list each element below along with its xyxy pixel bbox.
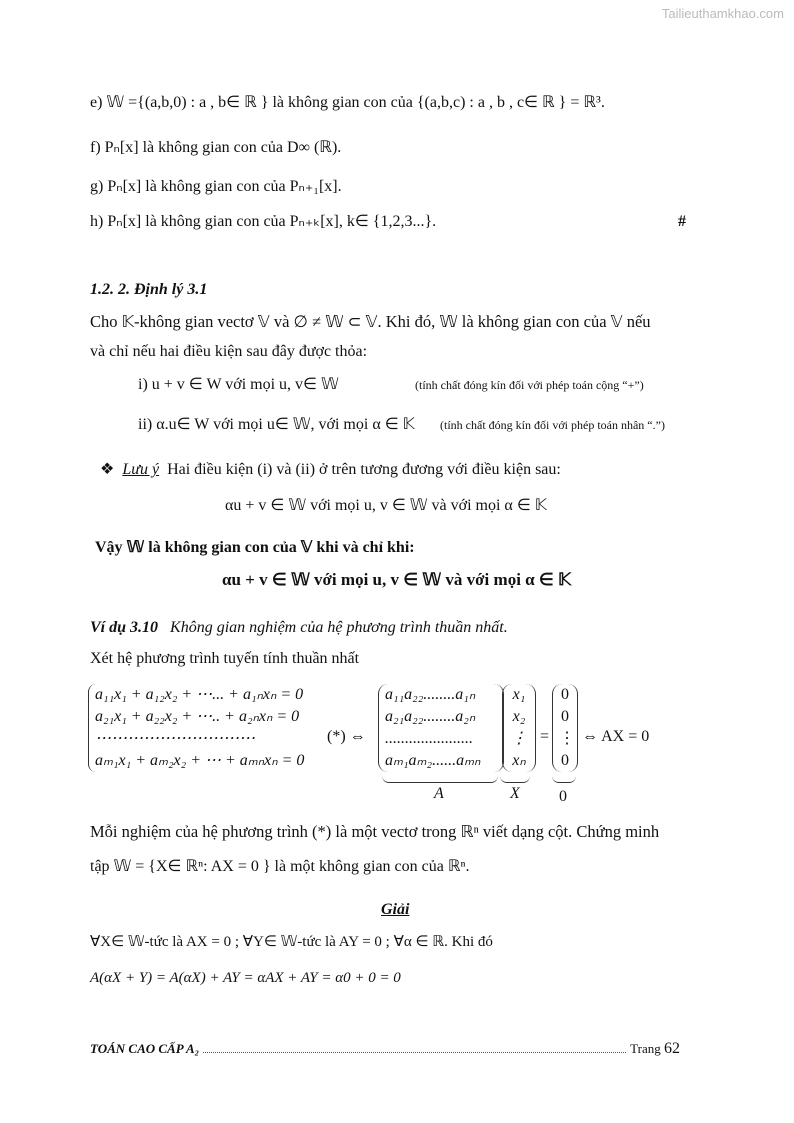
label-0: 0 <box>559 788 567 805</box>
matrix-row: ...................... <box>385 730 473 747</box>
item-g: g) Pₙ[x] là không gian con của Pₙ₊₁[x]. <box>90 178 342 195</box>
theorem-line1: Cho 𝕂-không gian vectơ 𝕍 và ∅ ≠ 𝕎 ⊂ 𝕍. Khi đó, 𝕎 là không gian con của 𝕍 nếu <box>90 312 651 331</box>
result-equation: ⇔ AX = 0 <box>582 728 650 745</box>
note-line <box>100 460 561 480</box>
vector-entry: 0 <box>561 708 569 725</box>
theorem-heading: 1.2. 2. Định lý 3.1 <box>90 281 208 298</box>
solution-line1: ∀X∈ 𝕎-tức là AX = 0 ; ∀Y∈ 𝕎-tức là AY = 0 ; ∀α ∈ ℝ. Khi đó <box>90 934 493 950</box>
item-h: h) Pₙ[x] là không gian con của Pₙ₊ₖ[x], k∈ {1,2,3...}. <box>90 213 437 230</box>
label-a: A <box>434 785 444 802</box>
condition-1-note: (tính chất đóng kín đối với phép toán cộng “+”) <box>415 378 644 392</box>
end-mark: # <box>678 213 686 230</box>
vector-entry: ⋮ <box>511 730 527 747</box>
vector-entry: xₙ <box>512 752 526 769</box>
condition-2: ii) α.u∈ W với mọi u∈ 𝕎, với mọi α ∈ 𝕂 <box>138 416 415 433</box>
condition-1: i) u + v ∈ W với mọi u, v∈ 𝕎 <box>138 376 339 393</box>
solution-line2: A(αX + Y) = A(αX) + AY = αAX + AY = α0 + 0 = 0 <box>90 970 401 986</box>
matrix-row: aₘ₁aₘ₂......aₘₙ <box>385 752 481 769</box>
example-label: Ví dụ 3.10 <box>90 619 159 636</box>
equals-sign: = <box>540 728 550 745</box>
underbrace-x <box>500 776 530 783</box>
condition-2-note: (tính chất đóng kín đối với phép toán nhân “.”) <box>440 418 665 432</box>
theorem-line2: và chỉ nếu hai điều kiện sau đây được thỏa: <box>90 343 368 360</box>
matrix-row: a₂₁a₂₂........a₂ₙ <box>385 708 476 725</box>
equation-row: ⋯⋯⋯⋯⋯⋯⋯⋯⋯⋯ <box>95 730 255 747</box>
star-equivalence: (*) ⇔ <box>327 728 366 745</box>
diamond-bullet-icon: ❖ <box>100 461 115 478</box>
vector-entry: x₁ <box>512 686 526 703</box>
matrix-a <box>378 684 504 772</box>
page-footer <box>90 1040 680 1058</box>
footer-title: TOÁN CAO CẤP A₂ <box>90 1041 200 1056</box>
underbrace-0 <box>552 776 576 783</box>
example-intro: Xét hệ phương trình tuyến tính thuần nhất <box>90 650 360 667</box>
footer-page-number: 62 <box>664 1040 680 1057</box>
watermark: Tailieuthamkhao.com <box>661 6 784 21</box>
summary-line: Vậy 𝕎 là không gian con của 𝕍 khi và chỉ khi: <box>95 539 415 556</box>
vector-zero <box>552 684 578 772</box>
solution-heading: Giải <box>381 901 410 918</box>
footer-page-label: Trang <box>630 1041 661 1056</box>
example-text1: Mỗi nghiệm của hệ phương trình (*) là một vectơ trong ℝⁿ viết dạng cột. Chứng minh <box>90 822 660 841</box>
note-text: Hai điều kiện (i) và (ii) ở trên tương đương với điều kiện sau: <box>167 461 561 478</box>
note-formula: αu + v ∈ 𝕎 với mọi u, v ∈ 𝕎 và với mọi α ∈ 𝕂 <box>225 497 547 514</box>
vector-entry: ⋮ <box>559 730 575 747</box>
underbrace-a <box>382 776 498 783</box>
item-e: e) 𝕎 ={(a,b,0) : a , b∈ ℝ } là không gian con của {(a,b,c) : a , b , c∈ ℝ } = ℝ³. <box>90 94 605 111</box>
footer-leader <box>203 1044 626 1053</box>
equation-system <box>88 684 304 772</box>
item-f: f) Pₙ[x] là không gian con của D∞ (ℝ). <box>90 139 342 156</box>
equation-row: a₁₁x₁ + a₁₂x₂ + ⋯... + a₁ₙxₙ = 0 <box>95 686 304 703</box>
vector-x <box>502 684 536 772</box>
equation-row: a₂₁x₁ + a₂₂x₂ + ⋯.. + a₂ₙxₙ = 0 <box>95 708 300 725</box>
example-title: Không gian nghiệm của hệ phương trình thuần nhất. <box>170 619 508 636</box>
label-x: X <box>510 785 520 802</box>
matrix-row: a₁₁a₂₂........a₁ₙ <box>385 686 476 703</box>
equation-row: aₘ₁x₁ + aₘ₂x₂ + ⋯ + aₘₙxₙ = 0 <box>95 752 305 769</box>
note-label: Lưu ý <box>122 461 160 478</box>
example-heading <box>90 618 508 638</box>
vector-entry: x₂ <box>512 708 526 725</box>
vector-entry: 0 <box>561 752 569 769</box>
summary-formula: αu + v ∈ 𝕎 với mọi u, v ∈ 𝕎 và với mọi α ∈ 𝕂 <box>222 570 571 589</box>
example-text2: tập 𝕎 = {X∈ ℝⁿ: AX = 0 } là một không gian con của ℝⁿ. <box>90 858 470 875</box>
vector-entry: 0 <box>561 686 569 703</box>
